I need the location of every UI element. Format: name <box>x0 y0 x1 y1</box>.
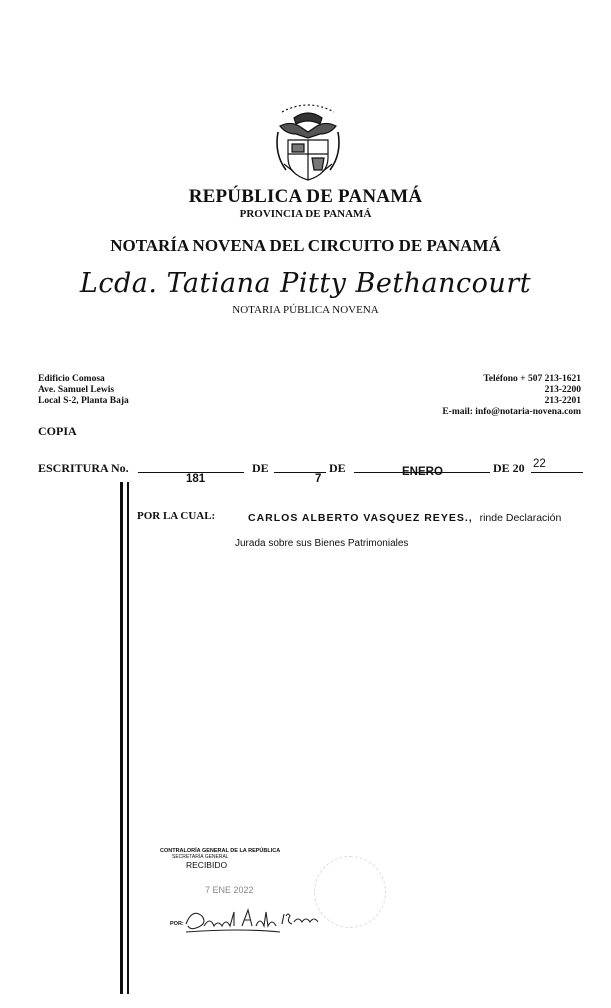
margin-bar <box>127 482 129 994</box>
phone-line: 213-2200 <box>544 385 581 395</box>
republic-heading: REPÚBLICA DE PANAMÁ <box>188 186 423 207</box>
deed-number: 181 <box>186 473 206 485</box>
stamp-dept: SECRETARÍA GENERAL <box>172 854 229 860</box>
office-address <box>38 374 129 407</box>
deed-month: ENERO <box>402 466 443 478</box>
received-stamp <box>160 848 280 870</box>
deed-year-label: DE 20 <box>493 461 525 475</box>
notary-title: NOTARIA PÚBLICA NOVENA <box>232 304 379 316</box>
subject-label: POR LA CUAL: <box>137 510 216 522</box>
subject-text: rinde Declaración <box>479 512 562 524</box>
deed-day: 7 <box>315 473 322 485</box>
email-line: E-mail: info@notaria-novena.com <box>442 407 581 417</box>
deed-year-line <box>531 472 583 473</box>
address-line: Ave. Samuel Lewis <box>38 385 115 395</box>
margin-bar <box>120 482 123 994</box>
received-by-label: POR: <box>170 921 184 927</box>
copy-label: COPIA <box>38 424 77 438</box>
declarant-name: CARLOS ALBERTO VASQUEZ REYES., <box>248 512 473 524</box>
phone-line: Teléfono + 507 213-1621 <box>483 374 581 384</box>
deed-label: ESCRITURA No. <box>38 461 129 475</box>
stamp-date: 7 ENE 2022 <box>205 885 254 895</box>
subject-line-1 <box>248 512 561 524</box>
address-line: Edificio Comosa <box>38 374 105 384</box>
address-line: Local S-2, Planta Baja <box>38 396 129 406</box>
stamp-org: CONTRALORÍA GENERAL DE LA REPÚBLICA <box>160 848 281 854</box>
contact-info <box>442 374 581 418</box>
phone-line: 213-2201 <box>544 396 581 406</box>
stamp-status: RECIBIDO <box>186 860 228 870</box>
province-heading: PROVINCIA DE PANAMÁ <box>239 208 372 220</box>
faint-seal-stamp <box>314 856 386 928</box>
subject-line-2: Jurada sobre sus Bienes Patrimoniales <box>235 538 409 549</box>
handwritten-signature <box>182 902 322 938</box>
notary-office-heading: NOTARÍA NOVENA DEL CIRCUITO DE PANAMÁ <box>110 236 501 255</box>
deed-de-label: DE <box>329 461 346 475</box>
notary-name-script: Lcda. Tatiana Pitty Bethancourt <box>79 268 532 299</box>
deed-year: 22 <box>533 458 546 470</box>
deed-de-label: DE <box>252 461 269 475</box>
coat-of-arms-seal <box>272 98 344 184</box>
